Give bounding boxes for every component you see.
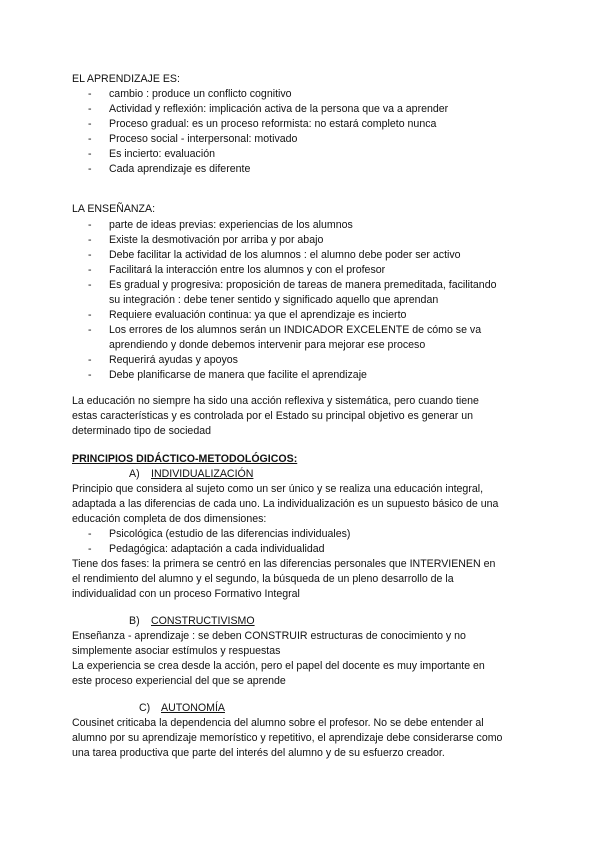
- list-item: - Es gradual y progresiva: proposición de tareas de manera premeditada, facilitando su integración : debe tener sentido y significado aquello que aprendan: [72, 278, 532, 308]
- educacion-paragraph: La educación no siempre ha sido una acción reflexiva y sistemática, pero cuando tiene estas características y es controlada por el Estado su principal objetivo es generar un determinado tipo de sociedad: [72, 395, 479, 437]
- list-item: - Requiere evaluación continua: ya que el aprendizaje es incierto: [72, 308, 532, 323]
- list-item: - parte de ideas previas: experiencias de los alumnos: [72, 218, 532, 233]
- principios-section: PRINCIPIOS DIDÁCTICO-METODOLÓGICOS: A) INDIVIDUALIZACIÓN Principio que considera al sujeto como un ser único y se realiza una educación integral, adaptada a las diferencias de cada uno. La individualización es un supuesto básico de una educación completa de dos dimensiones: - Psicológica (estudio de las diferencias individuales) - Pedagógica: adaptación a cada individualidad Tiene dos fases: la primera se centró en las diferencias personales que INTERVIENEN en el rendimiento del alumno y el segundo, la búsqueda de un pleno desarrollo de la individualidad con un proceso Formativo Integral: [72, 452, 532, 602]
- list-item: - Cada aprendizaje es diferente: [72, 162, 532, 177]
- list-item: - Los errores de los alumnos serán un INDICADOR EXCELENTE de cómo se va aprendiendo y donde debemos intervenir para mejorar ese proceso: [72, 323, 532, 353]
- autonomia-section: C) AUTONOMÍA Cousinet criticaba la dependencia del alumno sobre el profesor. No se debe entender al alumno por su aprendizaje memorístico y repetitivo, el aprendizaje debe considerarse como una tarea productiva que parte del interés del alumno y de su esfuerzo creador.: [72, 701, 532, 761]
- aprendizaje-list: [72, 87, 532, 177]
- principios-heading: PRINCIPIOS DIDÁCTICO-METODOLÓGICOS:: [72, 453, 298, 465]
- list-item: - Actividad y reflexión: implicación activa de la persona que va a aprender: [72, 102, 532, 117]
- constructivismo-subheading: B) CONSTRUCTIVISMO: [129, 615, 255, 627]
- ensenanza-list: [72, 218, 532, 383]
- ensenanza-section: [72, 202, 532, 383]
- list-item: - Debe facilitar la actividad de los alumnos : el alumno debe poder ser activo: [72, 248, 532, 263]
- ensenanza-heading: LA ENSEÑANZA:: [72, 203, 156, 215]
- list-item: - Existe la desmotivación por arriba y por abajo: [72, 233, 532, 248]
- list-item: - Proceso gradual: es un proceso reformista: no estará completo nunca: [72, 117, 532, 132]
- individualizacion-subheading: A) INDIVIDUALIZACIÓN: [129, 468, 254, 480]
- constructivismo-section: B) CONSTRUCTIVISMO Enseñanza - aprendizaje : se deben CONSTRUIR estructuras de conocimiento y no simplemente asociar estímulos y respuestas La experiencia se crea desde la acción, pero el papel del docente es muy importante en este proceso experiencial del que se aprende: [72, 614, 532, 689]
- autonomia-subheading: C) AUTONOMÍA: [139, 702, 225, 714]
- list-item: - Facilitará la interacción entre los alumnos y con el profesor: [72, 263, 532, 278]
- aprendizaje-section: [72, 72, 532, 177]
- list-item: - Psicológica (estudio de las diferencias individuales): [72, 527, 532, 542]
- list-item: - Es incierto: evaluación: [72, 147, 532, 162]
- list-item: - Requerirá ayudas y apoyos: [72, 353, 532, 368]
- list-item: - Proceso social - interpersonal: motivado: [72, 132, 532, 147]
- list-item: - cambio : produce un conflicto cognitivo: [72, 87, 532, 102]
- list-item: - Debe planificarse de manera que facilite el aprendizaje: [72, 368, 532, 383]
- individualizacion-list: [72, 527, 532, 557]
- list-item: - Pedagógica: adaptación a cada individualidad: [72, 542, 532, 557]
- aprendizaje-heading: EL APRENDIZAJE ES:: [72, 73, 180, 85]
